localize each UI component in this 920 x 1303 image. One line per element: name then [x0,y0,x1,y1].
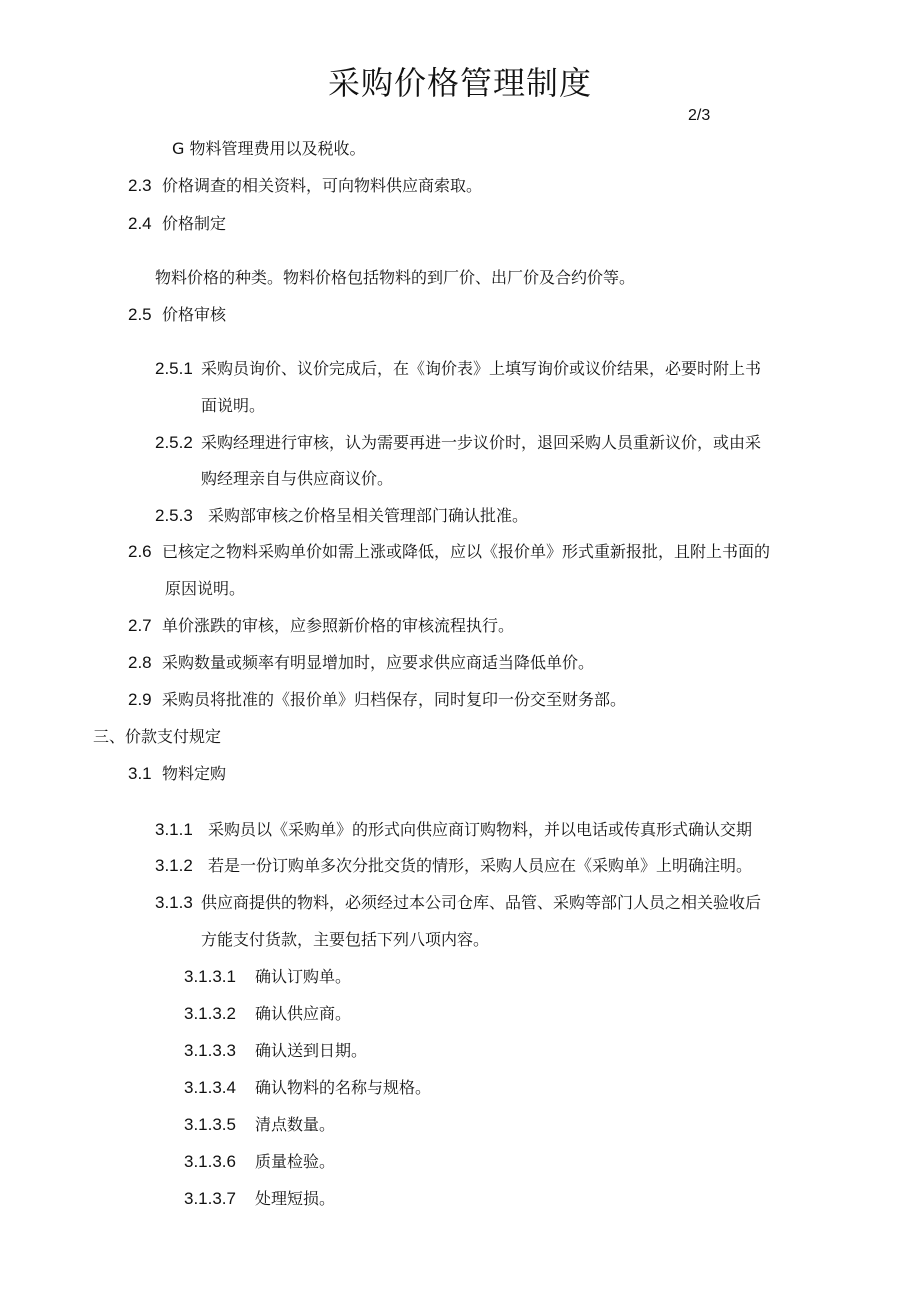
body-line [128,651,594,675]
body-line [155,854,752,878]
body-line [155,504,528,528]
clause-number: 3.1.3.6 [184,1152,236,1171]
clause-number: 2.5 [128,305,152,324]
clause-number: 3.1.3.1 [184,967,236,986]
line-text: 三、价款支付规定 [93,727,222,746]
line-text: 确认订购单。 [255,967,352,986]
line-text: 采购数量或频率有明显增加时，应要求供应商适当降低单价。 [162,653,595,672]
body-line [128,614,514,638]
line-text: 采购员询价、议价完成后，在《询价表》上填写询价或议价结果，必要时附上书 [201,359,762,378]
clause-number: 3.1.2 [155,856,193,875]
list-item [184,1187,335,1211]
page-number: 2/3 [688,107,711,124]
line-text: 供应商提供的物料，必须经过本公司仓库、品管、采购等部门人员之相关验收后 [201,893,762,912]
line-text: 价格审核 [162,305,227,324]
clause-number: 3.1.3 [155,893,193,912]
section-heading [128,303,226,327]
clause-number: 3.1.3.4 [184,1078,236,1097]
line-text: 质量检验。 [255,1152,336,1171]
list-item [184,1113,335,1137]
line-text: 处理短损。 [255,1189,336,1208]
clause-number: 3.1 [128,764,152,783]
line-text: 已核定之物料采购单价如需上涨或降低，应以《报价单》形式重新报批，且附上书面的 [162,542,771,561]
line-text: 采购员将批准的《报价单》归档保存，同时复印一份交至财务部。 [162,690,627,709]
list-item [184,1150,335,1174]
line-text: 采购部审核之价格呈相关管理部门确认批准。 [208,506,529,525]
line-text: 若是一份订购单多次分批交货的情形，采购人员应在《采购单》上明确注明。 [208,856,753,875]
clause-number: 2.4 [128,214,152,233]
line-text: 确认供应商。 [255,1004,352,1023]
line-text: 购经理亲自与供应商议价。 [201,469,394,488]
body-line [128,540,770,564]
clause-number: 2.6 [128,542,152,561]
line-text: 清点数量。 [255,1115,336,1134]
line-text: 采购经理进行审核，认为需要再进一步议价时，退回采购人员重新议价，或由采 [201,433,762,452]
clause-number: 3.1.3.3 [184,1041,236,1060]
list-item [184,1002,351,1026]
clause-number: 2.5.1 [155,359,193,378]
clause-number: 3.1.1 [155,820,193,839]
line-text: G 物料管理费用以及税收。 [172,139,366,158]
body-line-continuation [201,394,265,418]
line-text: 确认物料的名称与规格。 [255,1078,432,1097]
body-line [155,431,761,455]
clause-number: 2.9 [128,690,152,709]
section-heading [128,762,226,786]
body-line [128,174,482,198]
line-text: 原因说明。 [165,579,246,598]
clause-number: 2.3 [128,176,152,195]
clause-number: 3.1.3.2 [184,1004,236,1023]
clause-number: 3.1.3.7 [184,1189,236,1208]
body-line [155,818,752,842]
body-line [155,891,761,915]
clause-number: 3.1.3.5 [184,1115,236,1134]
line-text: 采购员以《采购单》的形式向供应商订购物料，并以电话或传真形式确认交期 [208,820,753,839]
line-text: 价格调查的相关资料，可向物料供应商索取。 [162,176,483,195]
body-line-continuation [201,928,489,952]
line-text: 物料定购 [162,764,227,783]
clause-number: 2.7 [128,616,152,635]
clause-number: 2.5.3 [155,506,193,525]
clause-number: 2.8 [128,653,152,672]
body-line [155,357,761,381]
clause-number: 2.5.2 [155,433,193,452]
list-item [184,965,351,989]
line-text: 物料价格的种类。物料价格包括物料的到厂价、出厂价及合约价等。 [155,268,636,287]
body-line [128,688,626,712]
chapter-heading [93,725,221,749]
body-line [172,137,366,161]
line-text: 确认送到日期。 [255,1041,368,1060]
line-text: 价格制定 [162,214,227,233]
list-item [184,1076,431,1100]
line-text: 面说明。 [201,396,266,415]
line-text: 单价涨跌的审核，应参照新价格的审核流程执行。 [162,616,515,635]
line-text: 方能支付货款，主要包括下列八项内容。 [201,930,490,949]
list-item [184,1039,367,1063]
body-line-continuation [201,467,393,491]
body-line [155,266,635,290]
section-heading [128,212,226,236]
page-title: 采购价格管理制度 [327,64,592,102]
body-line-continuation [165,577,245,601]
